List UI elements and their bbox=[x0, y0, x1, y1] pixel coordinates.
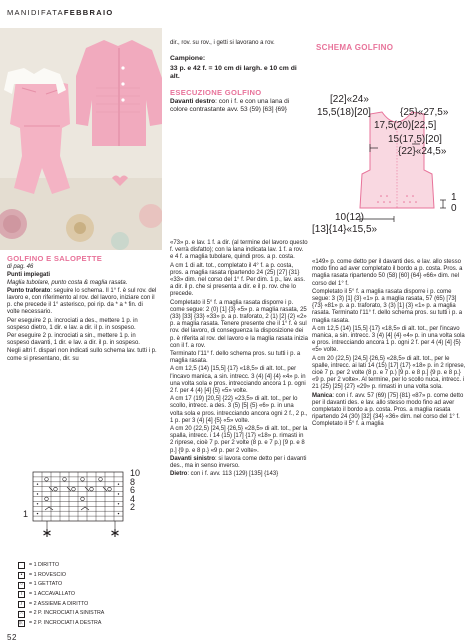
left-column bbox=[7, 255, 157, 364]
body-paragraph: Completato il 5° f. a maglia rasata disporre i p. come segue: 2 (0) [1] {3} «5» p. a maglia rasata, 25 (33) [33] {33} «33» p. a p. traforato, 2 (1) [2] {2} «2» p. a maglia rasata. Tenere presente che il 1° f. è sul rov. del lavoro, di conseguenza la disposizione dei p. è riferita al rov. del lavoro e la maglia rasata inizia con il f. a rov. bbox=[170, 299, 308, 349]
legend-item: = 1 DIRITTO bbox=[18, 561, 104, 571]
measure-bottom-b: [13]{14}«15,5» bbox=[312, 224, 378, 235]
legend-item: ⤫ = 2 P. INCROCIATI A SINISTRA bbox=[19, 610, 105, 617]
cross-right-paragraph: Per eseguire 2 p. incrociati a des., mettere 1 p. in sospeso dietro, 1 dir. e lav. a dir. il p. in sospeso. bbox=[7, 317, 138, 331]
product-photo bbox=[0, 28, 162, 250]
repeat-asterisk-left bbox=[44, 529, 51, 537]
body-paragraph: Completato il 5° f. a maglia rasata disporre i p. come segue: 3 (3) [1] {3} «1» p. a maglia rasata, 57 (65) [73] {73} «81» p. a p. traforato, 3 (3) [1] {3} «1» p. a maglia rasata. Terminato l'11° f. dello schema pros. su tutti i p. a maglia rasata. bbox=[312, 288, 463, 324]
cross-left-paragraph: Per eseguire 2 p. incrociati a sin., mettere 1 p. in sospeso davanti, 1 dir. e lav. a dir. il p. in sospeso. bbox=[7, 333, 140, 347]
middle-column-top bbox=[170, 40, 306, 115]
stitches-line: Maglia tubolare, punto costa & maglia rasata. bbox=[7, 279, 128, 286]
back-paragraph: Dietro: con i f. avv. 113 (129) [135] {143} bbox=[170, 471, 279, 478]
body-paragraph: «149» p. come detto per il davanti des. e lav. allo stesso modo fino ad aver completato il bordo a p. costa. Pros. a maglia rasata ripartendo 50 (58) [60] {64} «66» dim. nel corso del 1° f. bbox=[312, 259, 463, 287]
gauge-text: 33 p. e 42 f. = 10 cm di largh. e 10 cm di alt. bbox=[170, 64, 297, 80]
left-front-paragraph: Davanti sinistro: si lavora come detto per i davanti des., ma in senso inverso. bbox=[170, 455, 307, 470]
schema-title: SCHEMA GOLFINO bbox=[316, 43, 394, 52]
repeat-asterisk-right bbox=[112, 529, 119, 537]
measure-left: 15,5(18)[20] bbox=[317, 107, 371, 118]
legend-item: • = 1 ROVESCIO bbox=[18, 571, 104, 581]
section-title-esecuzione: ESECUZIONE GOLFINO bbox=[170, 88, 262, 98]
row-number-2: 2 bbox=[130, 502, 136, 513]
dot-square-icon: • bbox=[18, 572, 25, 579]
section-title-golfino-salopette: GOLFINO E SALOPETTE bbox=[7, 254, 103, 263]
circle-icon: ○ bbox=[19, 581, 24, 588]
body-paragraph: A cm 12,5 (14) [15,5] {17} «18,5» di alt. tot., per l'incavo manica, a sin. intrecc. 3 (4) [4] {4} «4» p. in una volta sola e pros. intrecciando ancora 1 p. ogni 2 f. per 4 (4) [4] {5} «5» volte. bbox=[312, 325, 465, 354]
right-slant-icon: / bbox=[18, 601, 25, 608]
row-number-6: 6 bbox=[130, 485, 136, 496]
stitches-title: Punti impiegati bbox=[7, 272, 51, 279]
cross-right-icon: ⤪ bbox=[19, 620, 24, 627]
body-paragraph: A cm 20 (22,5) [24,5] {26,5} «28,5» di alt. tot., per le spalle, intrecc. ai lati 14 (15) [17] {17} «18» p. in 2 riprese, cioè 7 p. per 2 volte (8 p. e 7 p.) [9 p. e 8 p.] {9 p. e 8 p.} «9 p. per 2 volte». Al termine, per lo scollo nuca, intrecc. i 21 (25) [25] {27} «29» p. rimasti in una volta sola. bbox=[312, 355, 466, 391]
body-paragraph: A cm 17 (19) [20,5] {22} «23,5» di alt. tot., per lo scollo, intrecc. a des. 3 (5) [5] {5} «6» p. in una volta sola e pros. intrecciando ancora ogni 2 f., 2 p., 1 p. per 3 (4) [4] {5} «5» volte. bbox=[170, 396, 308, 424]
page-header bbox=[7, 8, 113, 17]
measure-top: [22]«24» bbox=[330, 94, 369, 105]
left-slant-icon: \ bbox=[18, 591, 25, 598]
measure-bottom-a: 10(12) bbox=[335, 212, 364, 223]
chart-legend bbox=[18, 561, 104, 629]
row-number-1: 1 bbox=[23, 509, 29, 519]
baby-clothes-illustration bbox=[0, 28, 162, 250]
measure-right-c: 15(17,5)[20] bbox=[388, 134, 442, 145]
row-number-4: 4 bbox=[130, 493, 136, 504]
magazine-name: MANIDIFATA bbox=[7, 8, 64, 17]
stitch-instruction-end: dir., rov. su rov., i getti si lavorano a rov. bbox=[170, 40, 275, 46]
issue-month: FEBBRAIO bbox=[63, 8, 114, 17]
body-paragraph: «73» p. e lav. 1 f. a dir. (al termine del lavoro questo f. verrà disfatto); con la lana indicata lav. 1 f. a rov. e 4 f. a maglia tubolare, quindi pros. a p. costa. bbox=[170, 240, 308, 261]
body-paragraph: A cm 1 di alt. tot., completato il 4° f. a p. costa, pros. a maglia rasata ripartendo 24 (25) [27] {31} «33» dim. nel corso del 1° f. Per dim. 1 p., lav. ass. a dir. il p. che si presenta a dir. e il p. rov. che lo precede. bbox=[170, 262, 306, 298]
middle-column-body bbox=[170, 240, 308, 480]
body-paragraph: A cm 20 (22,5) [24,5] {26,5} «28,5» di alt. tot., per la spalla, intrecc. i 14 (15) [17] {17} «18» p. rimasti in 2 riprese, cioè 7 p. per 2 volte (8 p. e 7 p.) [9 p. e 8 p.] {9 p. e 8 p.} «9 p. per 2 volte». bbox=[170, 426, 308, 454]
legend-item: \ = 1 ACCAVALLATO bbox=[18, 590, 104, 600]
square-icon bbox=[18, 562, 25, 569]
cross-left-icon: ⤫ bbox=[19, 610, 24, 617]
row-number-8: 8 bbox=[130, 476, 136, 487]
right-front-paragraph: Davanti destro: con i f. e con una lana di colore contrastante avv. 53 (59) [63] {69} bbox=[170, 98, 290, 114]
measure-one: 1 bbox=[451, 192, 457, 203]
page-reference: di pag. 46 bbox=[7, 264, 34, 271]
legend-item: ○ = 1 GETTATO bbox=[19, 581, 63, 588]
chart-row-numbers bbox=[130, 469, 140, 512]
right-column bbox=[312, 259, 468, 430]
row-number-10: 10 bbox=[130, 468, 141, 478]
legend-item: / = 2 ASSIEME A DIRITTO bbox=[18, 600, 104, 610]
measure-zero: 0 bbox=[451, 203, 457, 214]
traforato-paragraph: Punto traforato: seguire lo schema. Il 1° f. è sul rov. del lavoro e, con riferimento al rov. del lavoro, iniziare con il p. che precede il 1° asterisco, poi rip. da * a * fin. di volte necessario. bbox=[7, 287, 157, 316]
measure-right-a: {25}«27,5» bbox=[400, 107, 449, 118]
measure-right-d: {22}«24,5» bbox=[398, 146, 447, 157]
sleeve-paragraph: Manica: con i f. avv. 57 (69) [75] {81} «87» p. come detto per il davanti des. e lav. allo stesso modo fino ad aver completato il bordo a p. costa. Pros. a maglia rasata ripartendo 24 (30) [32] {34} «36» dim. nel corso del 1° f. Completato il 5° f. a maglia bbox=[312, 392, 464, 428]
measure-right-b: 17,5(20)[22,5] bbox=[374, 120, 437, 131]
body-paragraph: Terminato l'11° f. dello schema pros. su tutti i p. a maglia rasata. bbox=[170, 351, 301, 365]
legend-item: ⤪ = 2 P. INCROCIATI A DESTRA bbox=[19, 620, 102, 627]
odd-rows-paragraph: Negli altri f. dispari non indicati sullo schema lav. tutti i p. come si presentano, dir. su bbox=[7, 348, 157, 362]
gauge-title: Campione: bbox=[170, 55, 206, 63]
page-number: 52 bbox=[7, 633, 17, 640]
body-paragraph: A cm 12,5 (14) [15,5] {17} «18,5» di alt. tot., per l'incavo manica, a sin. intrecc. 3 (4) [4] {4} «4» p. in una volta sola e pros. intrecciando ancora 1 p. ogni 2 f. per 4 (4) [4] {5} «5» volte. bbox=[170, 366, 306, 395]
cardigan-schema bbox=[312, 40, 472, 265]
